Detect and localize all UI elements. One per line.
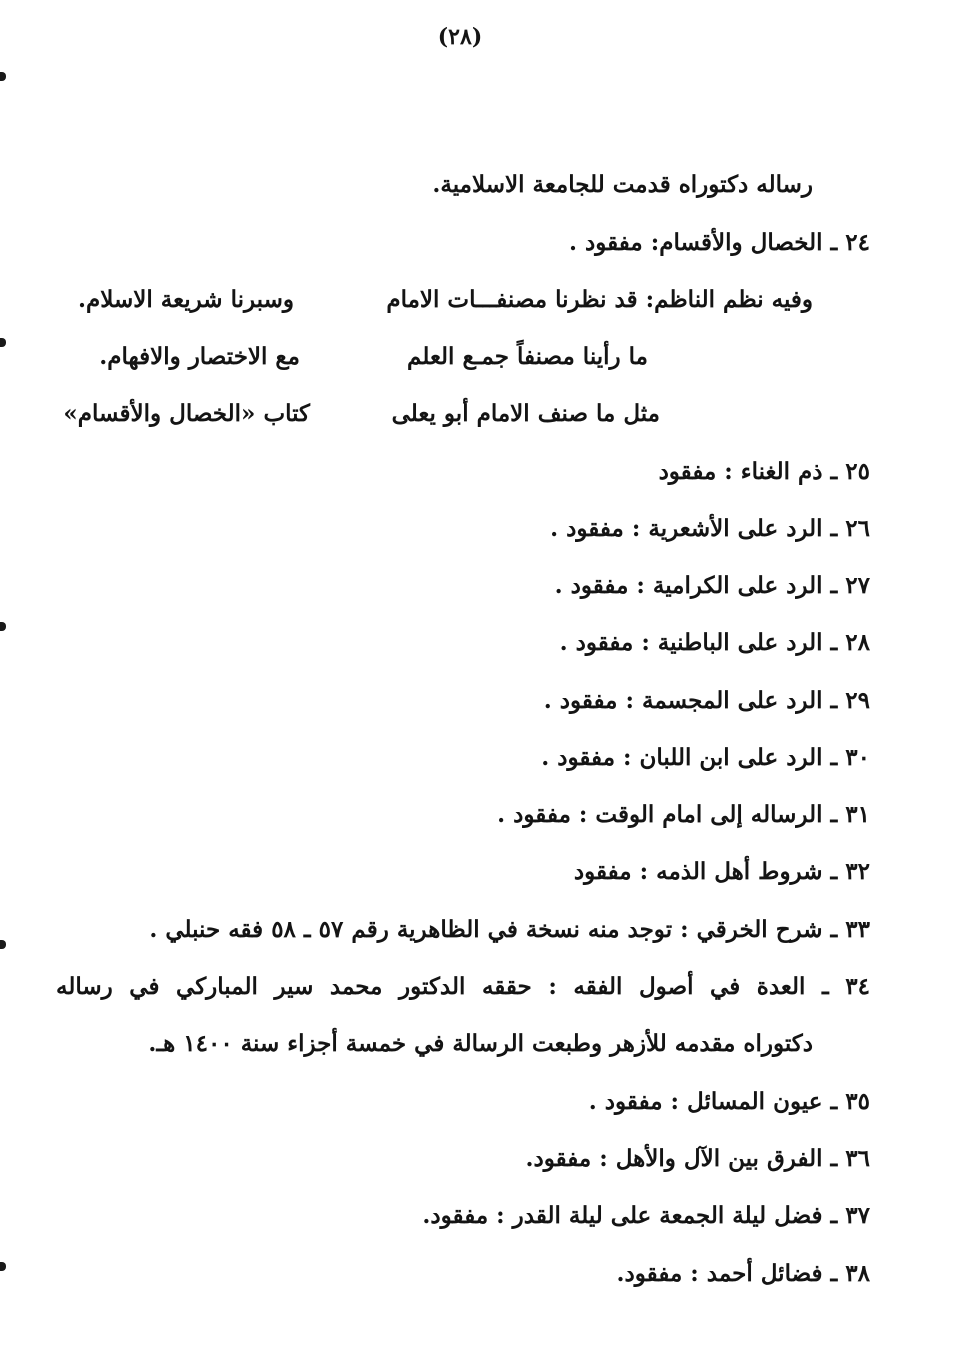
list-item-34-continuation: دكتوراه مقدمه للأزهر وطبعت الرسالة في خمسة أجزاء سنة ١٤٠٠ هـ. [148,1030,813,1057]
list-item-27: ٢٧ ـ الرد على الكرامية : مفقود . [554,572,870,599]
verse-2-left-hemistich: مع الاختصار والافهام. [99,343,300,370]
verse-3-left-hemistich: كتاب «الخصال والأقسام» [63,400,310,427]
list-item-37: ٣٧ ـ فضل ليلة الجمعة على ليلة القدر : مفقود. [422,1202,870,1229]
list-item-29: ٢٩ ـ الرد على المجسمة : مفقود . [543,687,870,714]
verse-1-left-hemistich: وسبرنا شريعة الاسلام. [78,286,294,313]
binding-hole-mark [0,338,6,347]
binding-hole-mark [0,622,6,631]
list-item-25: ٢٥ ـ ذم الغناء : مفقود [658,458,870,485]
text-line-thesis-note: رساله دكتوراه قدمت للجامعة الاسلامية. [432,171,813,198]
list-item-26: ٢٦ ـ الرد على الأشعرية : مفقود . [550,515,870,542]
list-item-32: ٣٢ ـ شروط أهل الذمه : مفقود [573,858,870,885]
verse-2-right-hemistich: ما رأينا مصنفاً جمـع العلم [407,343,648,370]
list-item-34: ٣٤ ـ العدة في أصول الفقه : حققه الدكتور محمد سير المباركي في رساله [56,973,870,1000]
page-number: (٢٨) [437,24,483,50]
list-item-33: ٣٣ ـ شرح الخرقي : توجد منه نسخة في الظاهرية رقم ٥٧ ـ ٥٨ فقه حنبلي . [149,916,870,943]
binding-hole-mark [0,940,6,949]
binding-hole-mark [0,1262,6,1271]
list-item-31: ٣١ ـ الرساله إلى امام الوقت : مفقود . [497,801,870,828]
list-item-30: ٣٠ ـ الرد على ابن اللبان : مفقود . [541,744,870,771]
verse-1-right-hemistich: وفيه نظم الناظم: قد نظرنا مصنفـــات الامام [386,286,813,313]
verse-3-right-hemistich: مثل ما صنف الامام أبو يعلى [391,400,660,427]
list-item-38: ٣٨ ـ فضائل أحمد : مفقود. [616,1260,870,1287]
binding-hole-mark [0,72,6,81]
list-item-35: ٣٥ ـ عيون المسائل : مفقود . [588,1088,870,1115]
list-item-28: ٢٨ ـ الرد على الباطنية : مفقود . [559,629,870,656]
list-item-24: ٢٤ ـ الخصال والأقسام: مفقود . [569,229,870,256]
list-item-36: ٣٦ ـ الفرق بين الآل والأهل : مفقود. [525,1145,870,1172]
